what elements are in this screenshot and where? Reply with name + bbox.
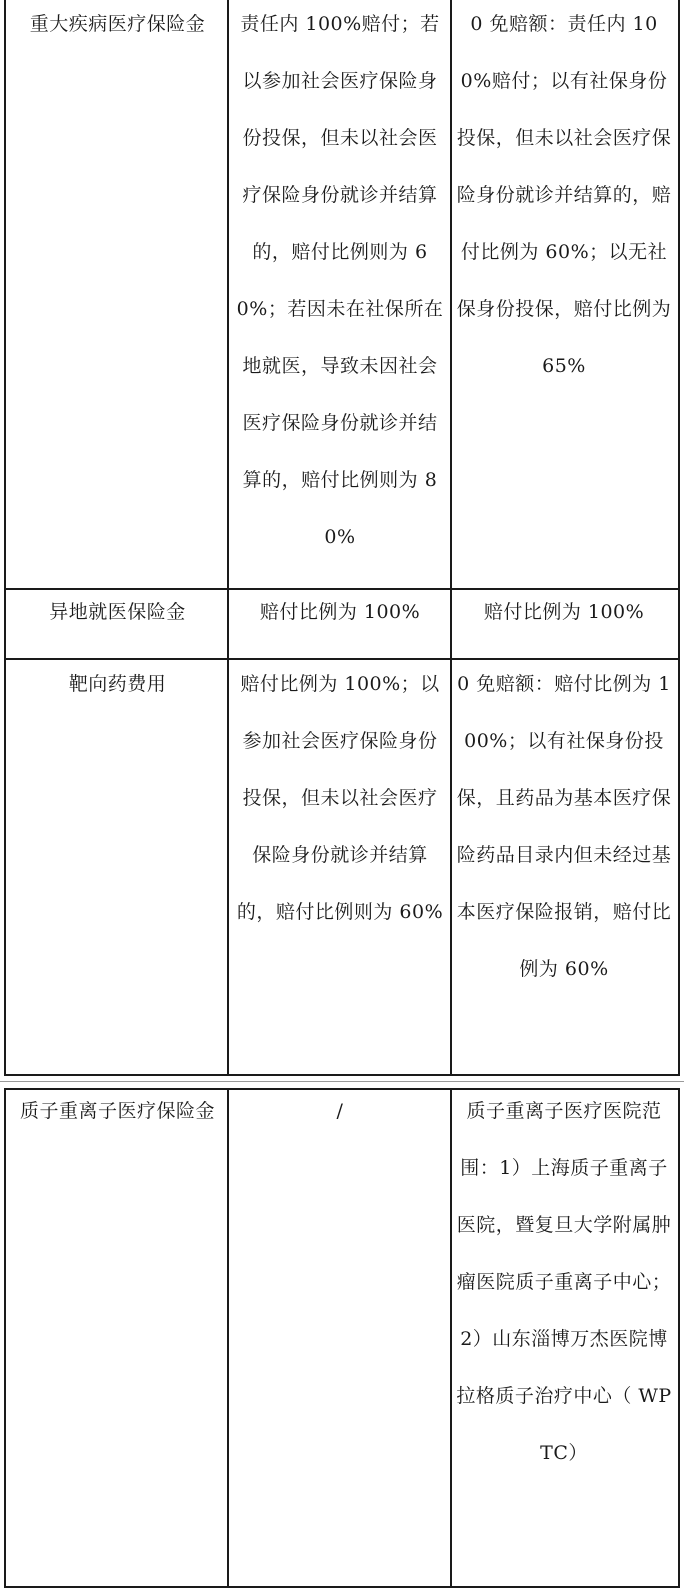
row4-plan-a: / [336,1100,344,1122]
rule-col1-upper [227,0,229,1076]
rule-right-lower [678,1088,680,1588]
row2-item: 异地就医保险金 [49,601,186,623]
rule-row3-bottom [4,1074,680,1076]
rule-left-upper [4,0,6,1076]
rule-col2-lower [450,1088,452,1588]
page-break-rule [0,1081,684,1082]
rule-col1-lower [227,1088,229,1588]
rule-right-upper [678,0,680,1076]
row2-plan-b: 赔付比例为 100% [483,601,645,623]
row1-plan-b: 0 免赔额：责任内 100%赔付；以有社保身份投保，但未以社会医疗保险身份就诊并结算的，赔付比例为 60%；以无社保身份投保，赔付比例为 65% [456,13,672,377]
rule-col2-upper [450,0,452,1076]
row3-item: 靶向药费用 [68,673,167,695]
row3-plan-a: 赔付比例为 100%；以参加社会医疗保险身份投保，但未以社会医疗保险身份就诊并结算的，赔付比例则为 60% [236,673,444,923]
row3-plan-b: 0 免赔额：赔付比例为 100%；以有社保身份投保，且药品为基本医疗保险药品目录内但未经过基本医疗保险报销，赔付比例为 60% [456,673,672,980]
rule-row4-bottom [4,1586,680,1588]
row2-plan-a: 赔付比例为 100% [259,601,421,623]
row1-plan-a: 责任内 100%赔付；若以参加社会医疗保险身份投保，但未以社会医疗保险身份就诊并结算的，赔付比例则为 60%；若因未在社保所在地就医，导致未因社会医疗保险身份就诊并结算的，赔付比例则为 80% [236,13,444,548]
row1-item: 重大疾病医疗保险金 [29,13,206,35]
row4-plan-b: 质子重离子医疗医院范围：1）上海质子重离子医院，暨复旦大学附属肿瘤医院质子重离子中心；2）山东淄博万杰医院博拉格质子治疗中心（ WPTC） [456,1100,672,1464]
row4-item: 质子重离子医疗保险金 [19,1100,215,1122]
rule-left-lower [4,1088,6,1588]
